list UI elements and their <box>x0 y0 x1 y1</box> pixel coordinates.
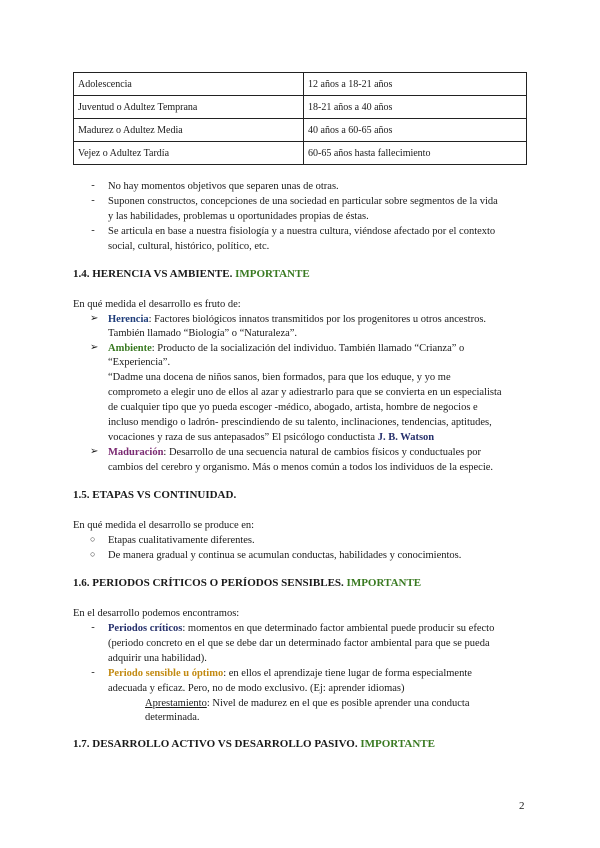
important-tag: IMPORTANTE <box>235 268 310 280</box>
stage-cell: Madurez o Adultez Media <box>74 119 304 142</box>
circle-bullet-icon: ○ <box>90 534 96 544</box>
important-tag: IMPORTANTE <box>346 577 422 589</box>
criticos-text: adquirir una habilidad). <box>108 653 207 664</box>
aprestamiento-item: Aprestamiento: Nivel de madurez en el que es posible aprender una conducta <box>145 698 470 709</box>
bullet-text: Se articula en base a nuestra fisiología y a nuestra cultura, viéndose afectado por el contexto <box>108 226 496 237</box>
intro-text: En el desarrollo podemos encontramos: <box>73 608 240 619</box>
criticos-text: (periodo concreto en el que se debe dar un determinado factor ambiental para que se pueda <box>108 638 490 649</box>
table-row <box>74 119 527 142</box>
dash-bullet: - <box>91 225 95 236</box>
maduracion-item: Maduración: Desarrollo de una secuencia natural de cambios físicos y conductuales por <box>108 447 481 458</box>
maduracion-text: cambios del cerebro y organismo. Más o menos común a todos los individuos de la especie. <box>108 462 494 473</box>
list-item: Etapas cualitativamente diferentes. <box>108 535 255 546</box>
aprestamiento-text: determinada. <box>145 712 200 723</box>
list-item: De manera gradual y continua se acumulan conductas, habilidades y conocimientos. <box>108 550 462 561</box>
bullet-text: y las habilidades, problemas u oportunidades propias de éstas. <box>108 211 369 222</box>
stage-cell: Juventud o Adultez Temprana <box>74 96 304 119</box>
quote-text: “Dadme una docena de niños sanos, bien formados, para que los eduque, y yo me <box>108 372 451 383</box>
section-heading-1-6: 1.6. PERIODOS CRÍTICOS O PERÍODOS SENSIBLES. IMPORTANTE <box>73 577 422 589</box>
important-tag: IMPORTANTE <box>360 738 435 750</box>
bullet-text: social, cultural, histórico, político, etc. <box>108 241 270 252</box>
section-heading-1-7: 1.7. DESARROLLO ACTIVO VS DESARROLLO PASIVO. IMPORTANTE <box>73 738 435 750</box>
ambiente-text: “Experiencia”. <box>108 357 171 368</box>
arrow-bullet-icon: ➢ <box>90 446 99 457</box>
age-cell: 12 años a 18-21 años <box>304 73 527 96</box>
stage-cell: Adolescencia <box>74 73 304 96</box>
herencia-text: También llamado “Biología” o “Naturaleza”. <box>108 328 298 339</box>
quote-text: comprometo a elegir uno de ellos al azar y adiestrarlo para que se convierta en un especialista <box>108 387 502 398</box>
intro-text: En qué medida el desarrollo es fruto de: <box>73 299 241 310</box>
watson-name: J. B. Watson <box>377 432 435 443</box>
sensible-text: adecuada y eficaz. Pero, no de modo exclusivo. (Ej: aprender idiomas) <box>108 683 405 694</box>
age-stages-table <box>73 72 527 165</box>
herencia-item: Herencia: Factores biológicos innatos transmitidos por los progenitores u otros ancestros. <box>108 314 487 325</box>
dash-bullet: - <box>91 180 95 191</box>
dash-bullet: - <box>91 622 95 633</box>
arrow-bullet-icon: ➢ <box>90 313 99 324</box>
page-number: 2 <box>519 800 525 812</box>
section-heading-1-5: 1.5. ETAPAS VS CONTINUIDAD. <box>73 489 237 501</box>
dash-bullet: - <box>91 195 95 206</box>
table-row <box>74 96 527 119</box>
bullet-text: Suponen constructos, concepciones de una sociedad en particular sobre segmentos de la vida <box>108 196 498 207</box>
arrow-bullet-icon: ➢ <box>90 342 99 353</box>
sensible-item: Periodo sensible u óptimo: en ellos el aprendizaje tiene lugar de forma especialmente <box>108 668 472 679</box>
quote-text: incluso mendigo o ladrón- prescindiendo de su talento, inclinaciones, tendencias, aptitudes, <box>108 417 492 428</box>
age-cell: 40 años a 60-65 años <box>304 119 527 142</box>
circle-bullet-icon: ○ <box>90 549 96 559</box>
criticos-item: Periodos críticos: momentos en que determinado factor ambiental puede producir su efecto <box>108 623 495 634</box>
table-row <box>74 142 527 165</box>
age-cell: 60-65 años hasta fallecimiento <box>304 142 527 165</box>
dash-bullet: - <box>91 667 95 678</box>
stage-cell: Vejez o Adultez Tardía <box>74 142 304 165</box>
intro-text: En qué medida el desarrollo se produce en: <box>73 520 255 531</box>
section-heading-1-4: 1.4. HERENCIA VS AMBIENTE. IMPORTANTE <box>73 268 310 280</box>
ambiente-item: Ambiente: Producto de la socialización del individuo. También llamado “Crianza” o <box>108 343 465 354</box>
bullet-text: No hay momentos objetivos que separen unas de otras. <box>108 181 339 192</box>
quote-text: vocaciones y raza de sus antepasados” El psicólogo conductista J. B. Watson <box>108 432 435 443</box>
age-cell: 18-21 años a 40 años <box>304 96 527 119</box>
table-row <box>74 73 527 96</box>
quote-text: de cualquier tipo que yo pueda escoger -médico, abogado, artista, hombre de negocios e <box>108 402 478 413</box>
